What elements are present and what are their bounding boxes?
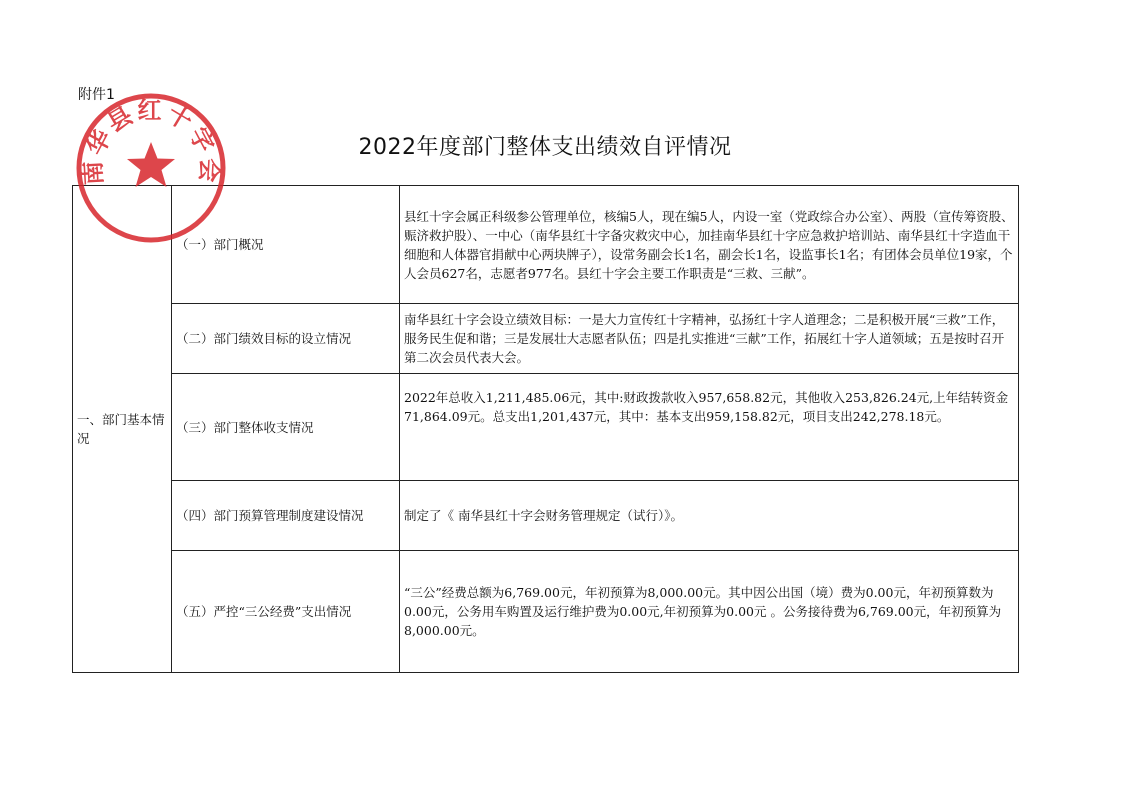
table-row: [73, 374, 1019, 481]
section-label-cell: [73, 186, 172, 673]
content-text: 县红十字会属正科级参公管理单位，核编5人，现在编5人，内设一室（党政综合办公室）、两股（宣传筹资股、赈济救护股）、一中心（南华县红十字备灾救灾中心，加挂南华县红十字应急救护培训站、南华县红十字造血干细胞和人体器官捐献中心两块牌子），设常务副会长1名，副会长1名，设监事长1名；有团体会员单位19家，个人会员627名，志愿者977名。县红十字会主要工作职责是“三救、三献”。: [404, 208, 1014, 281]
attachment-label: 附件1: [78, 87, 115, 103]
official-seal: [75, 92, 227, 244]
item-label: （四）部门预算管理制度建设情况: [176, 508, 364, 523]
content-text: 制定了《 南华县红十字会财务管理规定（试行）》。: [404, 508, 683, 523]
content-cell: [400, 481, 1019, 551]
item-cell: [172, 481, 400, 551]
performance-table: [72, 185, 1019, 673]
document-title: 2022年度部门整体支出绩效自评情况: [358, 135, 732, 160]
content-text: 南华县红十字会设立绩效目标：一是大力宣传红十字精神，弘扬红十字人道理念；二是积极开展“三救”工作，服务民生促和谐；三是发展壮大志愿者队伍；四是扎实推进“三献”工作，拓展红十字人道领域；五是按时召开第二次会员代表大会。: [404, 312, 1005, 365]
item-label: （三）部门整体收支情况: [176, 419, 314, 435]
content-cell: [400, 304, 1019, 374]
star-icon: [127, 142, 175, 187]
seal-graphic: [78, 96, 223, 240]
content-cell: [400, 374, 1019, 481]
item-label: （一）部门概况: [176, 237, 264, 252]
item-label: （二）部门绩效目标的设立情况: [176, 331, 352, 346]
item-label: （五）严控“三公经费”支出情况: [176, 604, 352, 619]
table-row: [73, 551, 1019, 673]
content-text: “三公”经费总额为6,769.00元，年初预算为8,000.00元。其中因公出国（境）费为0.00元，年初预算数为0.00元，公务用车购置及运行维护费为0.00元,年初预算为0.00元 。公务接待费为6,769.00元，年初预算为8,000.00元。: [404, 585, 1002, 638]
table-row: [73, 304, 1019, 374]
table-row: [73, 481, 1019, 551]
content-text: 2022年总收入1,211,485.06元，其中:财政拨款收入957,658.82元，其他收入253,826.24元,上年结转资金71,864.09元。总支出1,201,437元，其中：基本支出959,158.82元，项目支出242,278.18元。: [404, 390, 1009, 424]
item-cell: [172, 374, 400, 481]
section-label: 一、部门基本情况: [77, 412, 165, 446]
seal-text: 南华县红十字会: [78, 96, 224, 186]
content-cell: [400, 186, 1019, 304]
item-cell: [172, 304, 400, 374]
item-cell: [172, 551, 400, 673]
content-cell: [400, 551, 1019, 673]
